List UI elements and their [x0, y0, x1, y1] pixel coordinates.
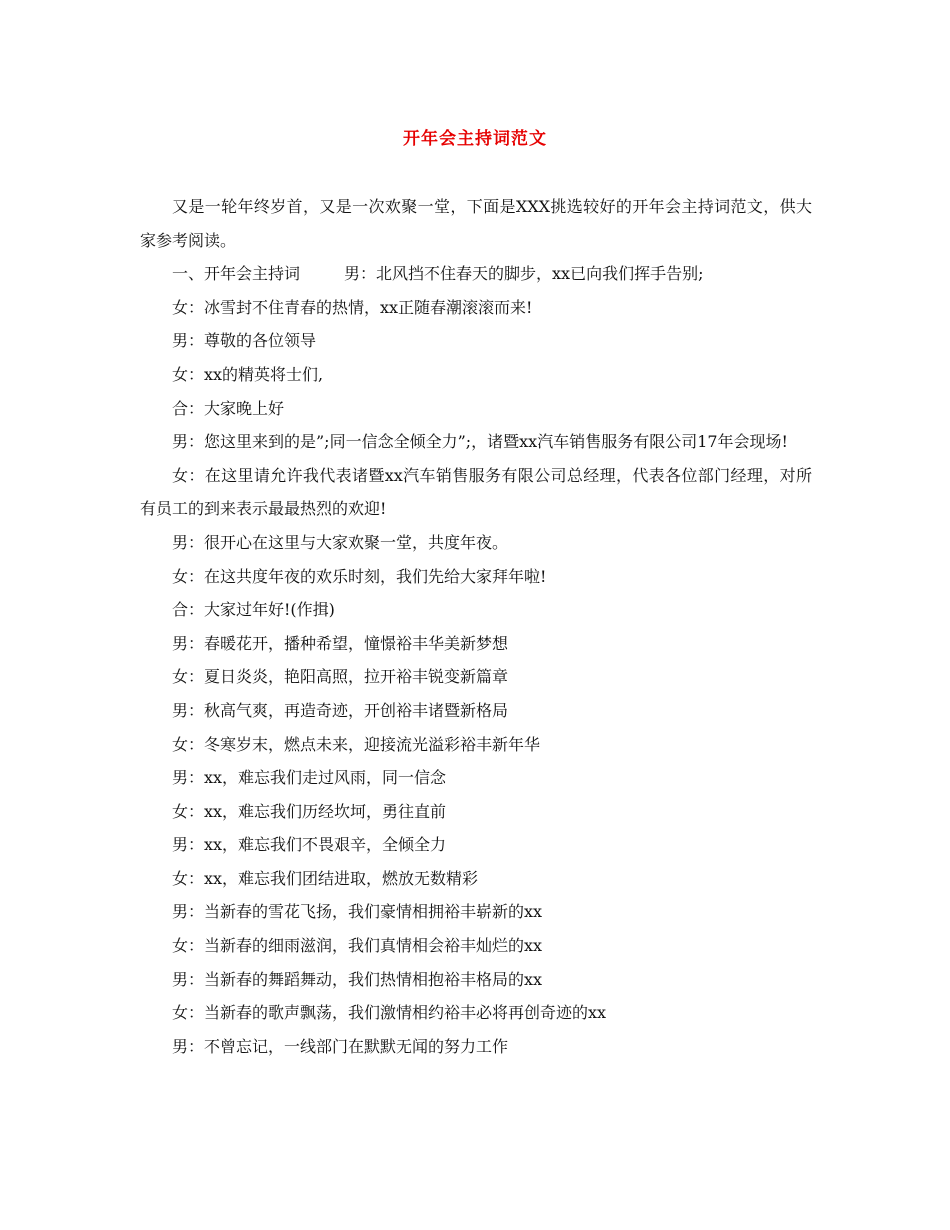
- dialogue-line: 男：尊敬的各位领导: [172, 331, 317, 351]
- dialogue-line: 男：不曾忘记，一线部门在默默无闻的努力工作: [172, 1036, 509, 1056]
- dialogue-line: 女：在这里请允许我代表诸暨xx汽车销售服务有限公司总经理，代表各位部门经理，对所有员工的到来表示最最热烈的欢迎!: [140, 465, 812, 519]
- section-first-line: 男：北风挡不住春天的脚步，xx已向我们挥手告别;: [344, 264, 704, 284]
- dialogue-line: 男：xx，难忘我们走过风雨，同一信念: [172, 768, 447, 788]
- dialogue-line: 女：当新春的细雨滋润，我们真情相会裕丰灿烂的xx: [172, 936, 543, 956]
- section-heading-line: [140, 257, 812, 291]
- dialogue-line: 男：当新春的舞蹈舞动，我们热情相抱裕丰格局的xx: [172, 969, 543, 989]
- dialogue-line: 女：夏日炎炎，艳阳高照，拉开裕丰锐变新篇章: [172, 667, 509, 687]
- dialogue-lines: [140, 291, 812, 1064]
- document-body: [140, 190, 812, 1063]
- dialogue-line: 合：大家晚上好: [172, 398, 285, 418]
- dialogue-line: 女：xx，难忘我们历经坎坷，勇往直前: [172, 801, 447, 821]
- dialogue-line: 女：冬寒岁末，燃点未来，迎接流光溢彩裕丰新年华: [172, 734, 541, 754]
- section-heading: 一、开年会主持词: [172, 264, 301, 284]
- dialogue-line: 女：冰雪封不住青春的热情，xx正随春潮滚滚而来!: [172, 297, 533, 317]
- dialogue-line: 女：在这共度年夜的欢乐时刻，我们先给大家拜年啦!: [172, 566, 547, 586]
- dialogue-line: 男：xx，难忘我们不畏艰辛，全倾全力: [172, 835, 447, 855]
- dialogue-line: 合：大家过年好!(作揖): [172, 600, 335, 620]
- dialogue-line: 男：秋高气爽，再造奇迹，开创裕丰诸暨新格局: [172, 700, 509, 720]
- intro-paragraph: 又是一轮年终岁首，又是一次欢聚一堂，下面是XXX挑选较好的开年会主持词范文，供大家参考阅读。: [140, 197, 812, 250]
- dialogue-line: 女：xx的精英将士们,: [172, 364, 324, 384]
- dialogue-line: 男：春暖花开，播种希望，憧憬裕丰华美新梦想: [172, 633, 509, 653]
- dialogue-line: 女：当新春的歌声飘荡，我们激情相约裕丰必将再创奇迹的xx: [172, 1003, 607, 1023]
- dialogue-line: 男：很开心在这里与大家欢聚一堂，共度年夜。: [172, 532, 509, 552]
- dialogue-line: 女：xx，难忘我们团结进取，燃放无数精彩: [172, 868, 479, 888]
- dialogue-line: 男：您这里来到的是”;同一信念全倾全力”;，诸暨xx汽车销售服务有限公司17年会现场!: [172, 432, 788, 452]
- dialogue-line: 男：当新春的雪花飞扬，我们豪情相拥裕丰崭新的xx: [172, 902, 543, 922]
- document-title: 开年会主持词范文: [403, 129, 547, 149]
